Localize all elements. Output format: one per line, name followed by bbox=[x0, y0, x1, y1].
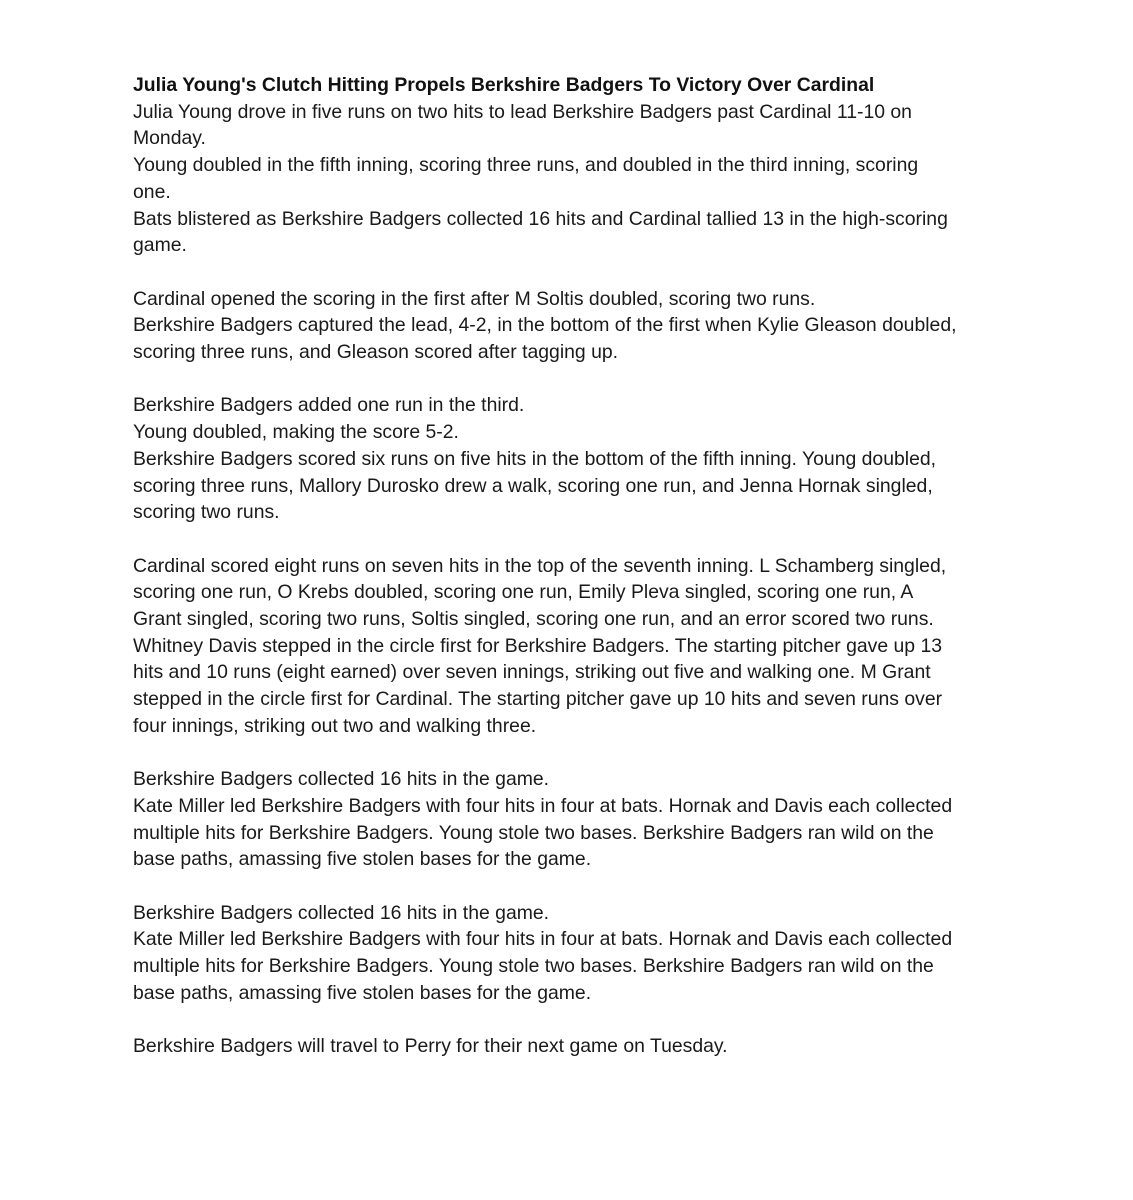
paragraph-hitting-stats bbox=[133, 766, 1013, 873]
text-line: Young doubled, making the score 5-2. bbox=[133, 421, 459, 444]
text-line: base paths, amassing five stolen bases for the game. bbox=[133, 981, 592, 1004]
text-line: Kate Miller led Berkshire Badgers with four hits in four at bats. Hornak and Davis each collected bbox=[133, 794, 953, 817]
text-line: multiple hits for Berkshire Badgers. Young stole two bases. Berkshire Badgers ran wild on the bbox=[133, 821, 934, 844]
paragraph-third-fifth-inning bbox=[133, 392, 1013, 526]
text-line: Berkshire Badgers collected 16 hits in the game. bbox=[133, 768, 550, 791]
text-line: Grant singled, scoring two runs, Soltis singled, scoring one run, and an error scored two runs. bbox=[133, 608, 934, 631]
paragraph-hitting-stats-repeat bbox=[133, 900, 1013, 1007]
text-line: Berkshire Badgers captured the lead, 4-2, in the bottom of the first when Kylie Gleason doubled, bbox=[133, 314, 957, 337]
text-line: Monday. bbox=[133, 127, 206, 150]
paragraph-first-inning bbox=[133, 286, 1013, 366]
text-line: scoring three runs, and Gleason scored after tagging up. bbox=[133, 341, 619, 364]
text-line: Berkshire Badgers collected 16 hits in the game. bbox=[133, 901, 550, 924]
text-line: base paths, amassing five stolen bases for the game. bbox=[133, 848, 592, 871]
paragraph-seventh-inning-pitching bbox=[133, 553, 1013, 740]
text-line: multiple hits for Berkshire Badgers. Young stole two bases. Berkshire Badgers ran wild on the bbox=[133, 955, 934, 978]
text-line: hits and 10 runs (eight earned) over seven innings, striking out five and walking one. M Grant bbox=[133, 661, 931, 684]
text-line: scoring two runs. bbox=[133, 501, 280, 524]
text-line: scoring three runs, Mallory Durosko drew a walk, scoring one run, and Jenna Hornak singled, bbox=[133, 474, 933, 497]
paragraph-summary bbox=[133, 99, 1013, 259]
text-line: Berkshire Badgers scored six runs on five hits in the bottom of the fifth inning. Young doubled, bbox=[133, 447, 937, 470]
paragraph-next-game bbox=[133, 1033, 1013, 1060]
text-line: Whitney Davis stepped in the circle first for Berkshire Badgers. The starting pitcher gave up 13 bbox=[133, 634, 943, 657]
text-line: Young doubled in the fifth inning, scoring three runs, and doubled in the third inning, scoring bbox=[133, 154, 919, 177]
text-line: Cardinal opened the scoring in the first after M Soltis doubled, scoring two runs. bbox=[133, 287, 816, 310]
text-line: four innings, striking out two and walking three. bbox=[133, 714, 537, 737]
text-line: Julia Young drove in five runs on two hits to lead Berkshire Badgers past Cardinal 11-10 on bbox=[133, 100, 912, 123]
text-line: Cardinal scored eight runs on seven hits in the top of the seventh inning. L Schamberg singled, bbox=[133, 554, 947, 577]
text-line: Bats blistered as Berkshire Badgers collected 16 hits and Cardinal tallied 13 in the high-scoring bbox=[133, 207, 948, 230]
text-line: game. bbox=[133, 234, 187, 257]
text-line: one. bbox=[133, 180, 171, 203]
text-line: Berkshire Badgers will travel to Perry for their next game on Tuesday. bbox=[133, 1035, 728, 1058]
text-line: scoring one run, O Krebs doubled, scoring one run, Emily Pleva singled, scoring one run, A bbox=[133, 581, 914, 604]
text-line: Kate Miller led Berkshire Badgers with four hits in four at bats. Hornak and Davis each collected bbox=[133, 928, 953, 951]
article-headline: Julia Young's Clutch Hitting Propels Berkshire Badgers To Victory Over Cardinal bbox=[133, 74, 875, 96]
article bbox=[133, 72, 1013, 1087]
text-line: Berkshire Badgers added one run in the third. bbox=[133, 394, 525, 417]
text-line: stepped in the circle first for Cardinal. The starting pitcher gave up 10 hits and seven runs over bbox=[133, 688, 943, 711]
